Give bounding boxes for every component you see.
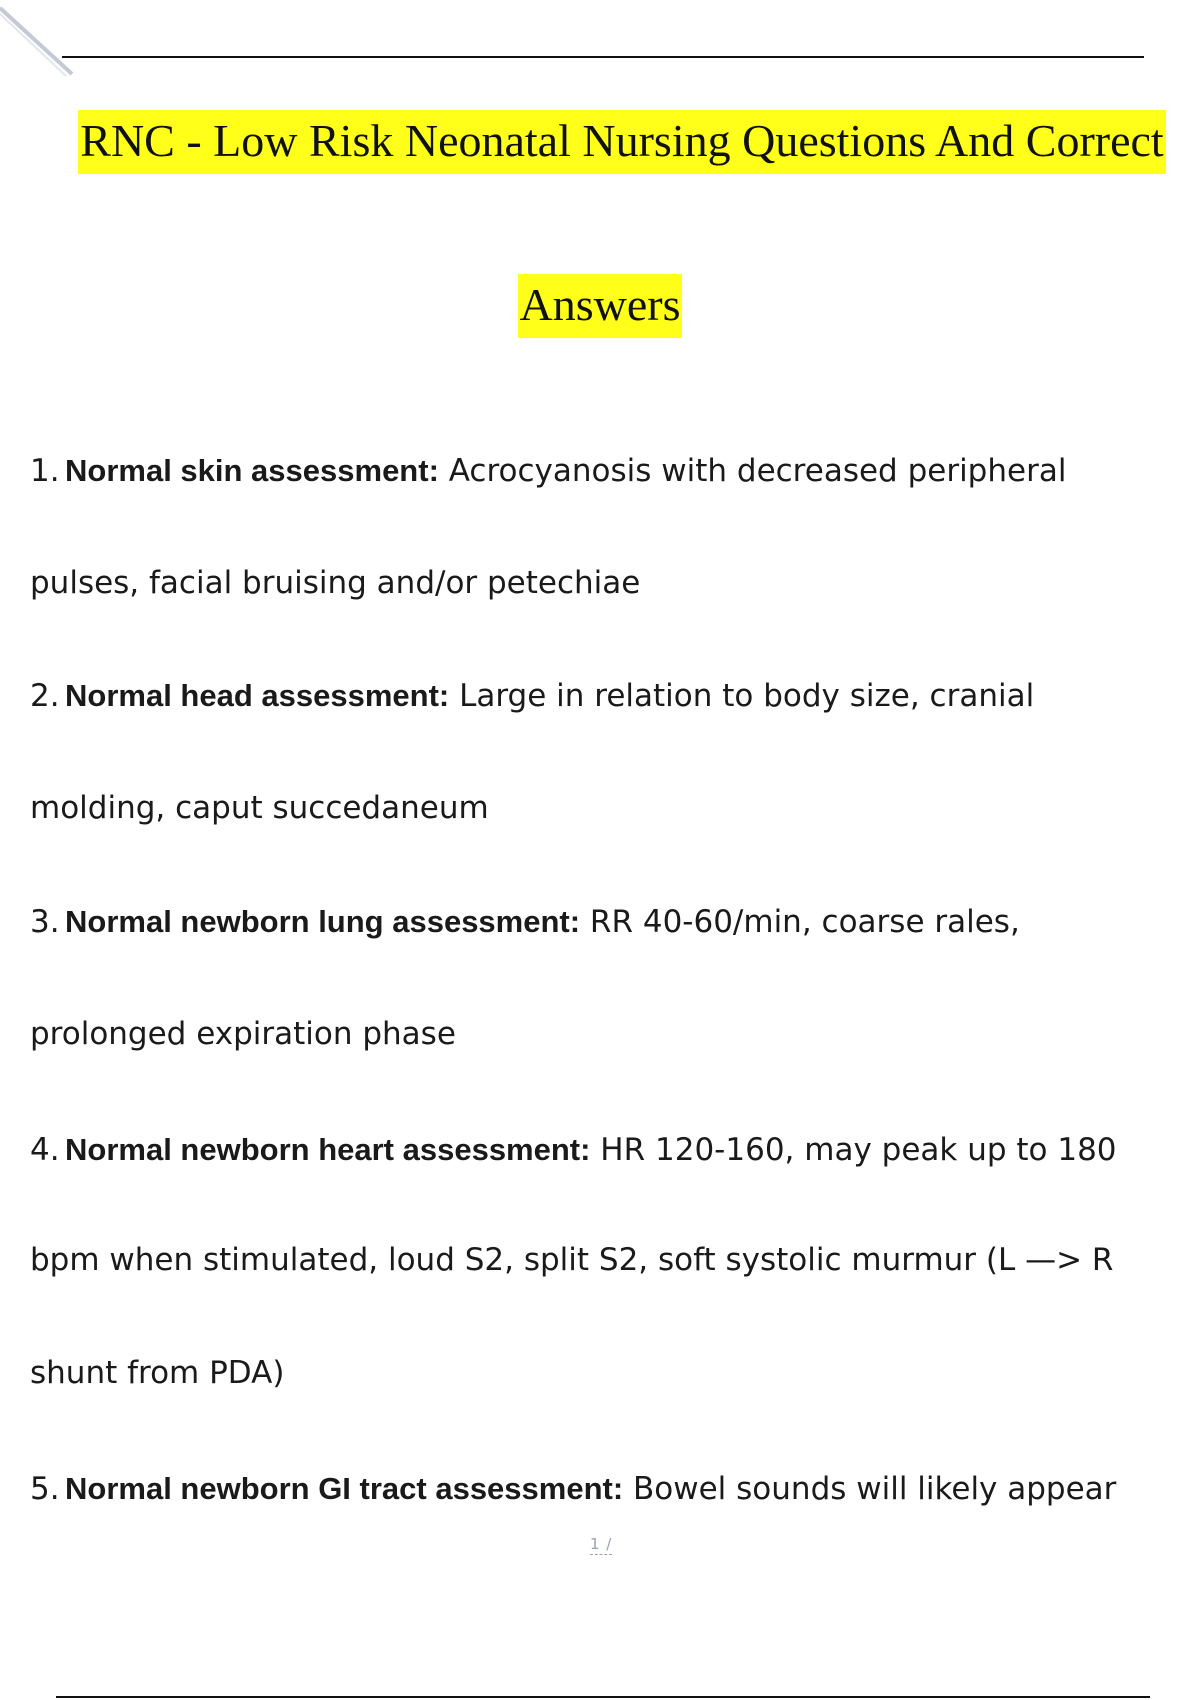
page-corner-fold — [0, 0, 80, 80]
question-text: Normal head assessment: — [65, 678, 450, 713]
answer-text: Acrocyanosis with decreased peripheral — [438, 453, 1067, 489]
document-title-continued — [0, 279, 1200, 330]
qa-item-2 — [30, 680, 1034, 712]
item-number: 4. — [30, 1132, 60, 1168]
answer-text: Large in relation to body size, cranial — [449, 678, 1035, 714]
document-title-line2: Answers — [518, 274, 683, 338]
question-text: Normal newborn lung assessment: — [65, 904, 581, 939]
answer-text: Bowel sounds will likely appear — [623, 1471, 1117, 1507]
question-text: Normal newborn heart assessment: — [65, 1132, 591, 1167]
qa-item-5 — [30, 1473, 1116, 1505]
footer-rule — [56, 1696, 1150, 1698]
answer-continuation: molding, caput succedaneum — [30, 790, 489, 826]
qa-item-4 — [30, 1134, 1117, 1166]
question-text: Normal newborn GI tract assessment: — [65, 1471, 624, 1506]
document-title — [22, 115, 1200, 166]
answer-text: HR 120-160, may peak up to 180 — [590, 1132, 1117, 1168]
item-number: 1. — [30, 453, 60, 489]
qa-item-3 — [30, 906, 1020, 938]
answer-continuation: pulses, facial bruising and/or petechiae — [30, 565, 641, 601]
question-text: Normal skin assessment: — [65, 453, 439, 488]
qa-item-1 — [30, 455, 1066, 487]
answer-continuation: prolonged expiration phase — [30, 1016, 456, 1052]
answer-continuation: shunt from PDA) — [30, 1355, 285, 1391]
document-title-line1: RNC - Low Risk Neonatal Nursing Questions And Correct — [78, 110, 1165, 174]
answer-text: RR 40-60/min, coarse rales, — [580, 904, 1020, 940]
answer-continuation: bpm when stimulated, loud S2, split S2, soft systolic murmur (L —> R — [30, 1242, 1114, 1278]
item-number: 2. — [30, 678, 60, 714]
item-number: 5. — [30, 1471, 60, 1507]
item-number: 3. — [30, 904, 60, 940]
header-rule — [62, 56, 1144, 58]
page-number: 1 / — [590, 1535, 613, 1553]
